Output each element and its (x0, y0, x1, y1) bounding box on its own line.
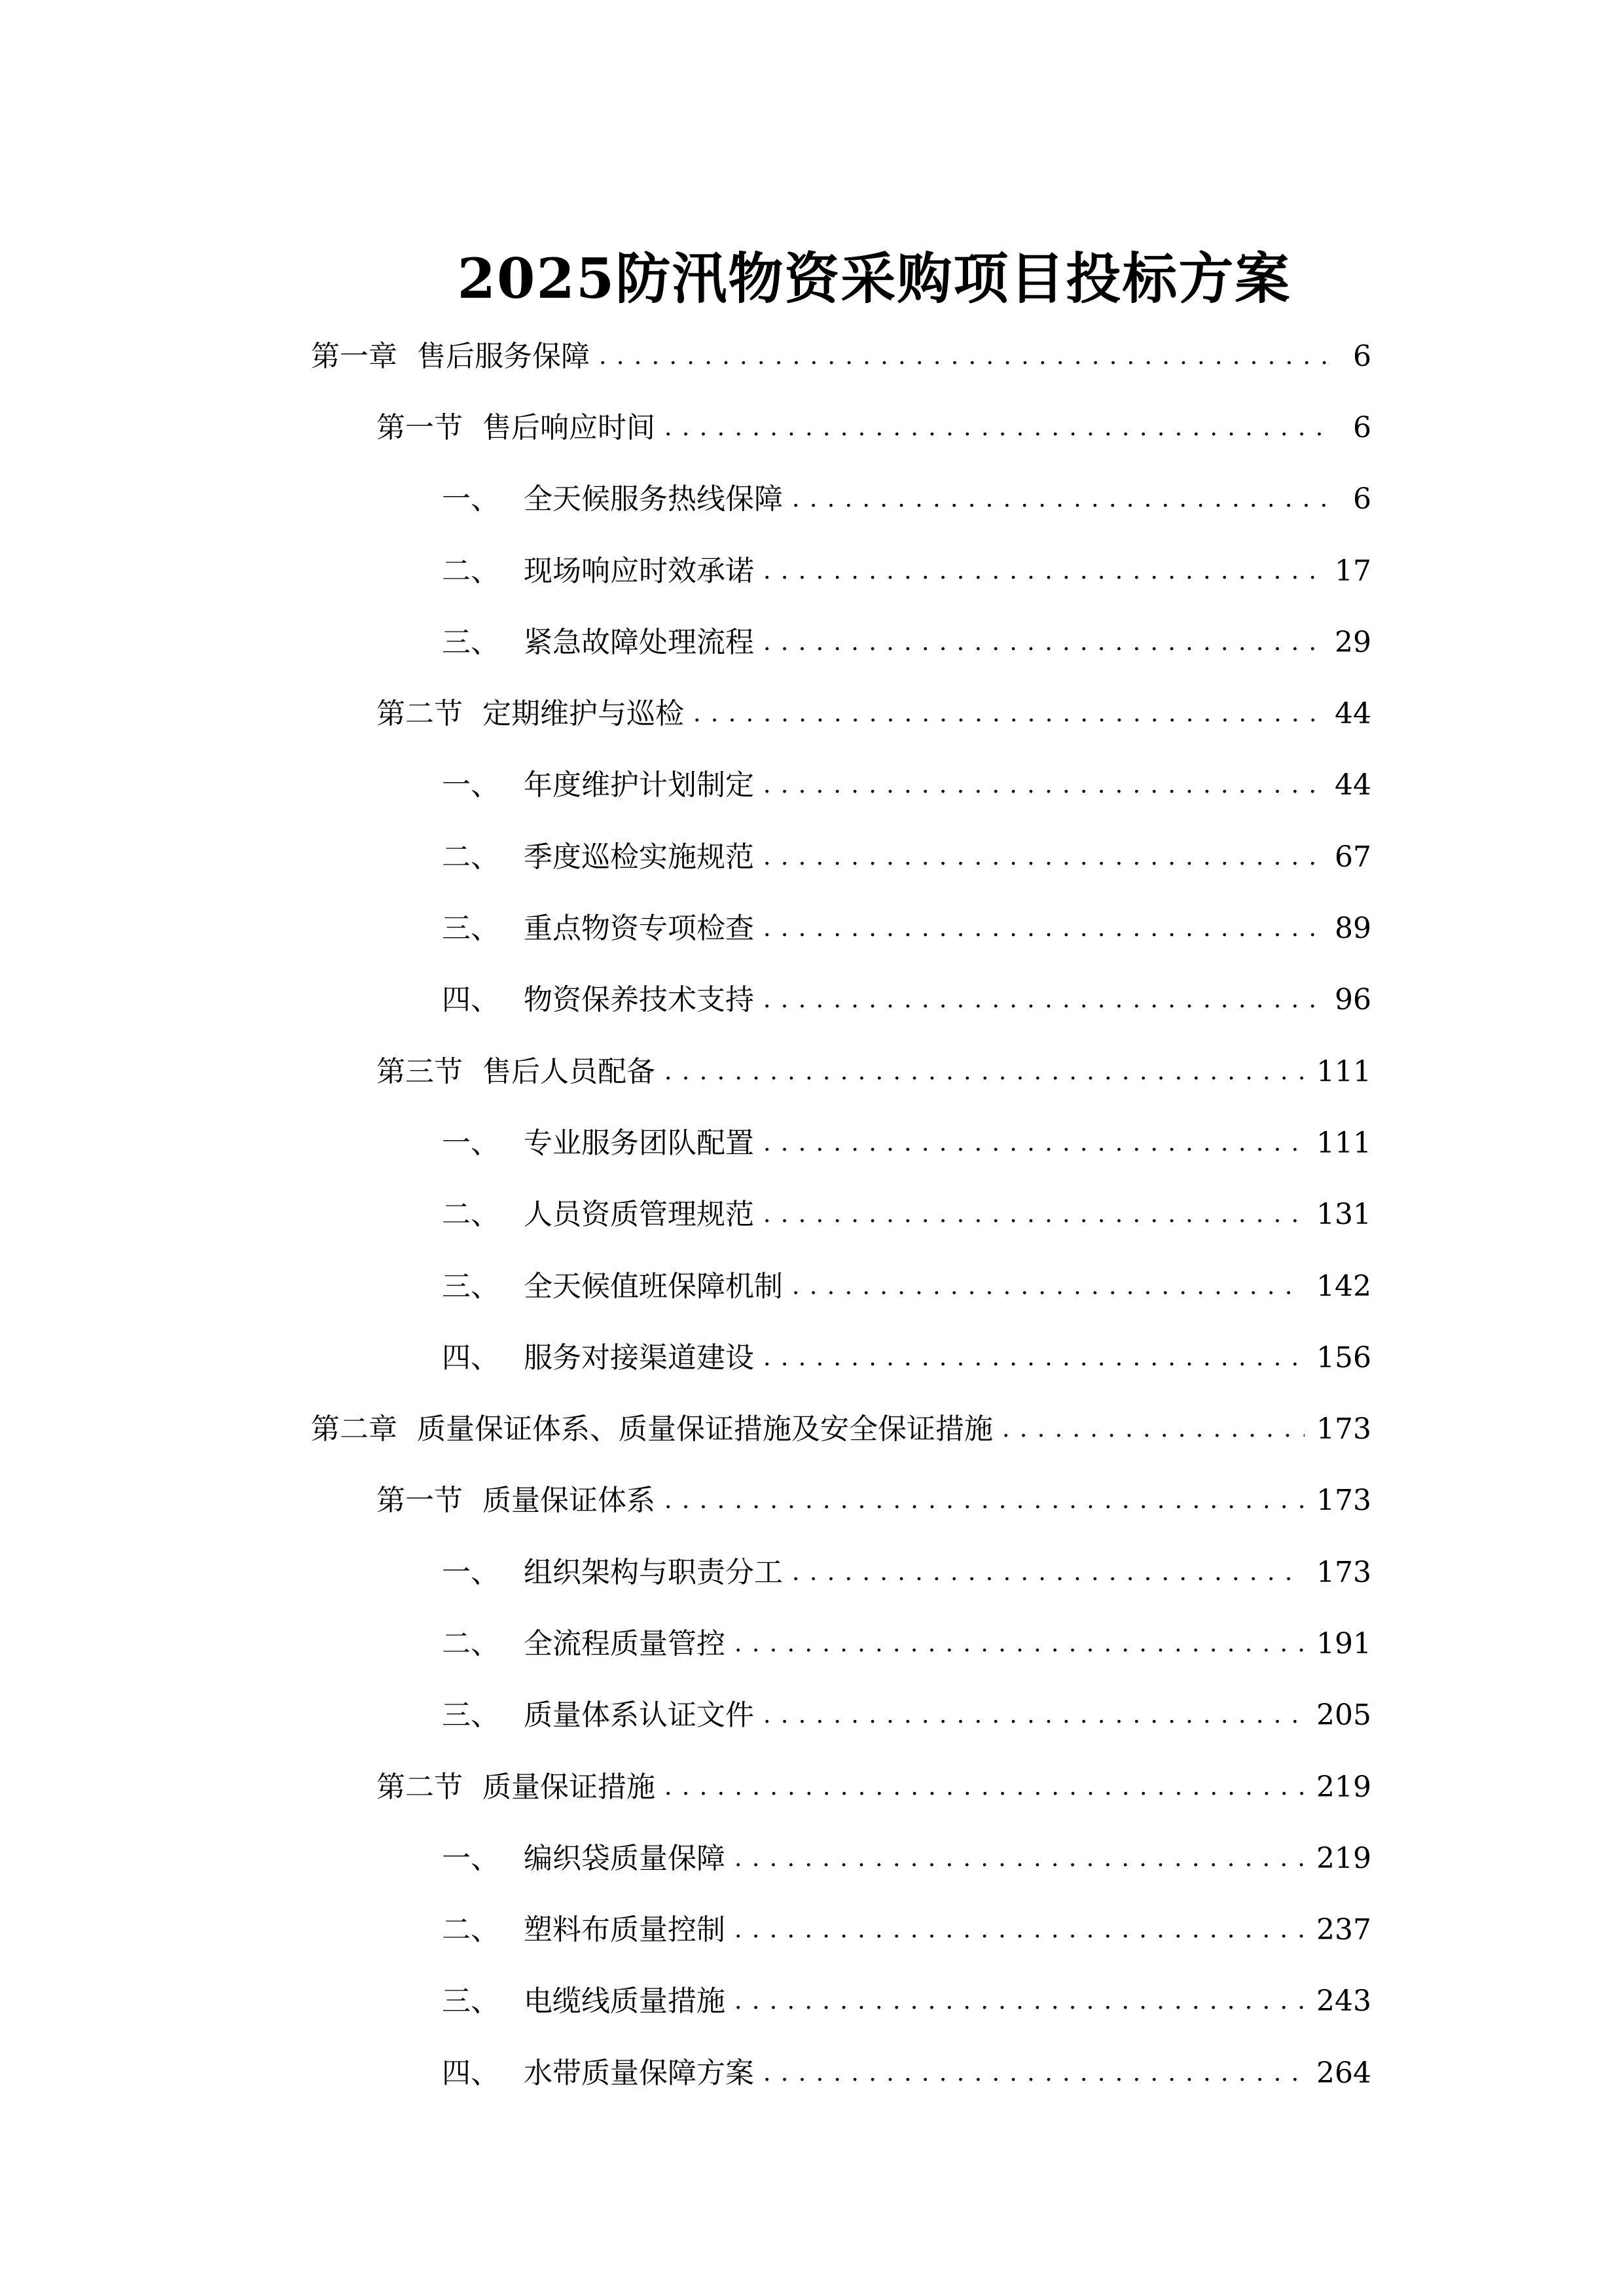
document-title: 2025防汛物资采购项目投标方案 (457, 246, 1291, 312)
toc-subsection-entry[interactable] (311, 607, 1371, 678)
toc-entry-number: 第二节 (376, 697, 463, 731)
toc-dot-leader (664, 1769, 1305, 1806)
toc-entry-page-number: 6 (1353, 482, 1371, 516)
toc-dot-leader (734, 1983, 1305, 2020)
toc-entry-number: 第二节 (376, 1770, 463, 1804)
toc-entry-number: 第一节 (376, 410, 463, 444)
toc-entry-title: 物资保养技术支持 (524, 983, 754, 1017)
toc-subsection-entry[interactable] (311, 1537, 1371, 1608)
toc-entry-title: 组织架构与职责分工 (524, 1555, 783, 1589)
toc-entry-page-number: 131 (1316, 1198, 1371, 1232)
toc-dot-leader (763, 767, 1323, 804)
toc-subsection-entry[interactable] (311, 1251, 1371, 1322)
toc-entry-page-number: 173 (1316, 1555, 1371, 1589)
toc-entry-number: 第一节 (376, 1484, 463, 1518)
toc-entry-page-number: 264 (1316, 2056, 1371, 2090)
toc-subsection-entry[interactable] (311, 821, 1371, 893)
toc-entry-page-number: 173 (1316, 1412, 1371, 1446)
toc-subsection-entry[interactable] (311, 2037, 1371, 2109)
toc-section-entry[interactable] (311, 1036, 1371, 1107)
toc-dot-leader (1002, 1411, 1305, 1448)
toc-entry-page-number: 29 (1335, 625, 1371, 659)
toc-entry-number: 四、 (442, 983, 499, 1017)
toc-subsection-entry[interactable] (311, 464, 1371, 535)
toc-dot-leader (763, 553, 1323, 590)
toc-dot-leader (792, 481, 1327, 518)
toc-entry-title: 年度维护计划制定 (524, 768, 754, 802)
toc-dot-leader (763, 624, 1323, 661)
toc-chapter-entry[interactable] (311, 1393, 1371, 1465)
toc-entry-number: 一、 (442, 768, 499, 802)
toc-section-entry[interactable] (311, 1465, 1371, 1537)
toc-entry-number: 三、 (442, 1984, 499, 2018)
toc-entry-page-number: 111 (1316, 1054, 1371, 1088)
toc-subsection-entry[interactable] (311, 1895, 1371, 1966)
toc-entry-number: 二、 (442, 554, 499, 588)
toc-entry-number: 一、 (442, 1555, 499, 1589)
toc-dot-leader (763, 1697, 1305, 1734)
toc-subsection-entry[interactable] (311, 1179, 1371, 1251)
toc-entry-number: 一、 (442, 1126, 499, 1160)
toc-entry-title: 现场响应时效承诺 (524, 554, 754, 588)
toc-entry-title: 售后人员配备 (482, 1054, 655, 1088)
toc-entry-page-number: 156 (1316, 1340, 1371, 1374)
toc-chapter-entry[interactable] (311, 321, 1371, 392)
toc-subsection-entry[interactable] (311, 893, 1371, 964)
toc-dot-leader (763, 1125, 1305, 1162)
toc-dot-leader (763, 982, 1323, 1018)
toc-entry-page-number: 219 (1316, 1841, 1371, 1875)
toc-entry-page-number: 205 (1316, 1698, 1371, 1732)
toc-entry-page-number: 17 (1335, 554, 1371, 588)
toc-entry-title: 水带质量保障方案 (524, 2056, 754, 2090)
toc-entry-title: 服务对接渠道建设 (524, 1340, 754, 1374)
toc-entry-page-number: 96 (1335, 983, 1371, 1017)
toc-entry-page-number: 237 (1316, 1913, 1371, 1947)
toc-entry-title: 售后服务保障 (417, 339, 590, 373)
toc-entry-title: 电缆线质量措施 (524, 1984, 725, 2018)
toc-section-entry[interactable] (311, 392, 1371, 463)
toc-dot-leader (763, 1340, 1305, 1376)
toc-entry-title: 塑料布质量控制 (524, 1913, 725, 1947)
table-of-contents (311, 321, 1371, 2109)
toc-dot-leader (734, 1626, 1305, 1662)
toc-entry-number: 四、 (442, 2056, 499, 2090)
toc-entry-page-number: 44 (1335, 697, 1371, 731)
toc-entry-title: 重点物资专项检查 (524, 912, 754, 946)
toc-entry-title: 全天候值班保障机制 (524, 1269, 783, 1303)
toc-entry-page-number: 173 (1316, 1484, 1371, 1518)
toc-subsection-entry[interactable] (311, 1608, 1371, 1679)
toc-subsection-entry[interactable] (311, 965, 1371, 1036)
toc-entry-page-number: 111 (1316, 1126, 1371, 1160)
toc-section-entry[interactable] (311, 1751, 1371, 1823)
toc-dot-leader (792, 1554, 1305, 1591)
toc-entry-title: 紧急故障处理流程 (524, 625, 754, 659)
toc-entry-number: 第一章 (311, 339, 397, 373)
toc-entry-number: 第三节 (376, 1054, 463, 1088)
toc-entry-title: 质量保证体系 (482, 1484, 655, 1518)
toc-entry-title: 全天候服务热线保障 (524, 482, 783, 516)
toc-dot-leader (599, 338, 1327, 375)
toc-entry-number: 三、 (442, 1698, 499, 1732)
toc-subsection-entry[interactable] (311, 1107, 1371, 1179)
toc-subsection-entry[interactable] (311, 535, 1371, 607)
toc-entry-title: 定期维护与巡检 (482, 697, 684, 731)
toc-entry-number: 四、 (442, 1340, 499, 1374)
toc-entry-page-number: 44 (1335, 768, 1371, 802)
toc-entry-title: 季度巡检实施规范 (524, 840, 754, 874)
toc-entry-title: 全流程质量管控 (524, 1626, 725, 1660)
toc-entry-title: 编织袋质量保障 (524, 1841, 725, 1875)
toc-dot-leader (664, 410, 1327, 446)
toc-dot-leader (693, 696, 1323, 732)
toc-entry-title: 质量保证体系、质量保证措施及安全保证措施 (417, 1412, 993, 1446)
toc-entry-title: 专业服务团队配置 (524, 1126, 754, 1160)
toc-dot-leader (763, 1196, 1305, 1233)
toc-entry-number: 二、 (442, 840, 499, 874)
toc-subsection-entry[interactable] (311, 750, 1371, 821)
toc-entry-page-number: 6 (1353, 339, 1371, 373)
toc-entry-number: 三、 (442, 912, 499, 946)
toc-subsection-entry[interactable] (311, 1680, 1371, 1751)
toc-entry-title: 人员资质管理规范 (524, 1198, 754, 1232)
toc-entry-number: 三、 (442, 1269, 499, 1303)
toc-subsection-entry[interactable] (311, 1966, 1371, 2037)
toc-entry-number: 第二章 (311, 1412, 397, 1446)
toc-entry-title: 质量保证措施 (482, 1770, 655, 1804)
toc-entry-number: 一、 (442, 482, 499, 516)
toc-entry-page-number: 191 (1316, 1626, 1371, 1660)
toc-entry-title: 售后响应时间 (482, 410, 655, 444)
toc-entry-page-number: 89 (1335, 912, 1371, 946)
toc-entry-page-number: 67 (1335, 840, 1371, 874)
toc-dot-leader (734, 1840, 1305, 1877)
toc-entry-number: 三、 (442, 625, 499, 659)
toc-subsection-entry[interactable] (311, 1823, 1371, 1894)
toc-entry-title: 质量体系认证文件 (524, 1698, 754, 1732)
toc-entry-page-number: 219 (1316, 1770, 1371, 1804)
toc-dot-leader (734, 1912, 1305, 1948)
toc-dot-leader (763, 2055, 1305, 2092)
toc-entry-page-number: 243 (1316, 1984, 1371, 2018)
toc-dot-leader (664, 1054, 1305, 1090)
toc-subsection-entry[interactable] (311, 1322, 1371, 1393)
toc-dot-leader (763, 839, 1323, 876)
toc-dot-leader (664, 1482, 1305, 1519)
toc-entry-page-number: 142 (1316, 1269, 1371, 1303)
toc-entry-number: 一、 (442, 1841, 499, 1875)
toc-entry-number: 二、 (442, 1626, 499, 1660)
toc-dot-leader (792, 1268, 1305, 1305)
toc-entry-number: 二、 (442, 1198, 499, 1232)
toc-entry-page-number: 6 (1353, 410, 1371, 444)
toc-dot-leader (763, 910, 1323, 947)
toc-section-entry[interactable] (311, 678, 1371, 749)
toc-entry-number: 二、 (442, 1913, 499, 1947)
